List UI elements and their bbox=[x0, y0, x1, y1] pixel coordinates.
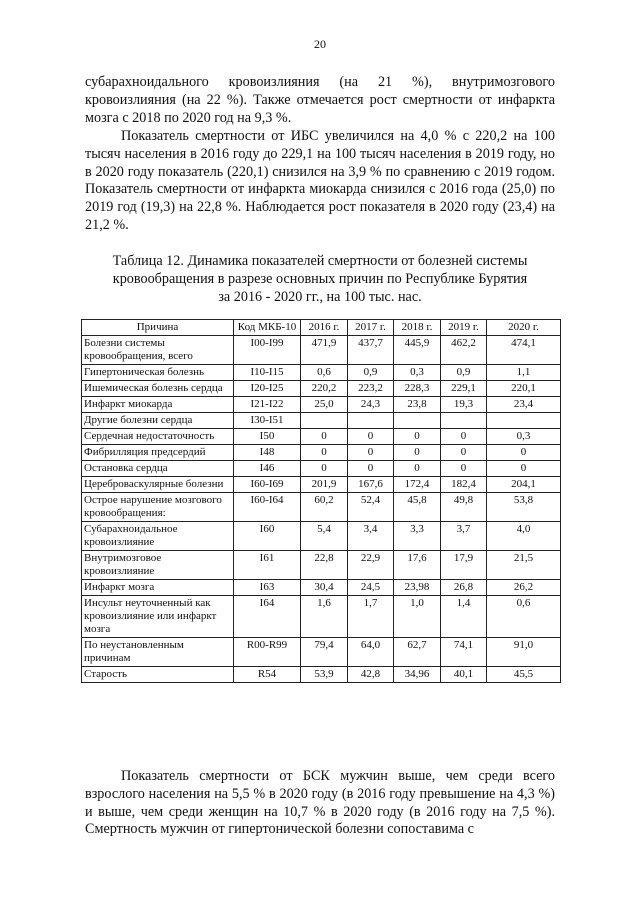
cell-2020: 53,8 bbox=[487, 493, 561, 522]
table-row bbox=[82, 493, 561, 522]
table-header-row bbox=[82, 320, 561, 336]
cell-2020: 0,6 bbox=[487, 596, 561, 638]
cell-icd-code: I21-I22 bbox=[234, 397, 301, 413]
cell-cause: Инсульт неуточненный как кровоизлияние или инфаркт мозга bbox=[82, 596, 234, 638]
cell-icd-code: R54 bbox=[234, 667, 301, 683]
cell-icd-code: I00-I99 bbox=[234, 336, 301, 365]
header-icd-code: Код МКБ-10 bbox=[234, 320, 301, 336]
cell-2017: 0,9 bbox=[348, 365, 394, 381]
cell-cause: Сердечная недостаточность bbox=[82, 429, 234, 445]
cell-2017: 52,4 bbox=[348, 493, 394, 522]
cell-cause: Субарахноидальное кровоизлияние bbox=[82, 522, 234, 551]
cell-2018: 23,98 bbox=[394, 580, 441, 596]
cell-2020: 26,2 bbox=[487, 580, 561, 596]
cell-cause: Инфаркт миокарда bbox=[82, 397, 234, 413]
paragraph-3: Показатель смертности от БСК мужчин выше, чем среди всего взрослого населения на 5,5 % в 2020 году (в 2016 году превышение на 4,3 %) и выше, чем среди женщин на 10,7 % в 2020 году (в 2016 году на 7,5 %). Смертность мужчин от гипертонической болезни сопоставима с bbox=[85, 768, 555, 838]
cell-cause: Другие болезни сердца bbox=[82, 413, 234, 429]
cell-2017: 437,7 bbox=[348, 336, 394, 365]
cell-2017: 24,5 bbox=[348, 580, 394, 596]
cell-2017: 24,3 bbox=[348, 397, 394, 413]
cell-2016: 22,8 bbox=[301, 551, 348, 580]
cell-2016: 79,4 bbox=[301, 638, 348, 667]
cell-2019: 0,9 bbox=[441, 365, 487, 381]
table-body bbox=[82, 336, 561, 683]
table-row bbox=[82, 381, 561, 397]
cell-2020: 23,4 bbox=[487, 397, 561, 413]
header-cause: Причина bbox=[82, 320, 234, 336]
table-row bbox=[82, 596, 561, 638]
cell-2019: 0 bbox=[441, 461, 487, 477]
cell-cause: Внутримозговое кровоизлияние bbox=[82, 551, 234, 580]
table-row bbox=[82, 429, 561, 445]
cell-cause: Остановка сердца bbox=[82, 461, 234, 477]
table-row bbox=[82, 667, 561, 683]
cell-2017: 0 bbox=[348, 461, 394, 477]
paragraph-2: Показатель смертности от ИБС увеличился на 4,0 % с 220,2 на 100 тысяч населения в 2016 году до 229,1 на 100 тысяч населения в 2019 году, но в 2020 году показатель (220,1) снизился на 3,9 % по сравнению с 2019 годом. Показатель смертности от инфаркта миокарда снизился с 2016 года (25,0) по 2019 год (19,3) на 22,8 %. Наблюдается рост показателя в 2020 году (23,4) на 21,2 %. bbox=[85, 128, 555, 233]
cell-icd-code: I46 bbox=[234, 461, 301, 477]
cell-icd-code: I20-I25 bbox=[234, 381, 301, 397]
cell-cause: Старость bbox=[82, 667, 234, 683]
cell-2019: 26,8 bbox=[441, 580, 487, 596]
cell-cause: По неустановленным причинам bbox=[82, 638, 234, 667]
mortality-table bbox=[81, 319, 561, 683]
cell-2017: 22,9 bbox=[348, 551, 394, 580]
table-row bbox=[82, 397, 561, 413]
cell-icd-code: I64 bbox=[234, 596, 301, 638]
cell-2019: 0 bbox=[441, 445, 487, 461]
cell-2019: 40,1 bbox=[441, 667, 487, 683]
cell-2019: 182,4 bbox=[441, 477, 487, 493]
cell-2020: 474,1 bbox=[487, 336, 561, 365]
cell-2020: 4,0 bbox=[487, 522, 561, 551]
table-row bbox=[82, 580, 561, 596]
cell-2018: 34,96 bbox=[394, 667, 441, 683]
table-row bbox=[82, 638, 561, 667]
cell-2020: 45,5 bbox=[487, 667, 561, 683]
cell-2016: 471,9 bbox=[301, 336, 348, 365]
cell-icd-code: I60-I69 bbox=[234, 477, 301, 493]
cell-2017 bbox=[348, 413, 394, 429]
cell-2018: 23,8 bbox=[394, 397, 441, 413]
cell-2017: 0 bbox=[348, 429, 394, 445]
cell-2020: 91,0 bbox=[487, 638, 561, 667]
cell-icd-code: I10-I15 bbox=[234, 365, 301, 381]
header-2019: 2019 г. bbox=[441, 320, 487, 336]
cell-cause: Инфаркт мозга bbox=[82, 580, 234, 596]
cell-2017: 1,7 bbox=[348, 596, 394, 638]
table-title-line-2: кровообращения в разрезе основных причин по Республике Бурятия bbox=[112, 270, 528, 287]
cell-2019: 49,8 bbox=[441, 493, 487, 522]
table-row bbox=[82, 336, 561, 365]
paragraph-1: субарахноидального кровоизлияния (на 21 %), внутримозгового кровоизлияния (на 22 %). Также отмечается рост смертности от инфаркта мозга с 2018 по 2020 год на 9,3 %. bbox=[85, 74, 555, 126]
cell-2019: 17,9 bbox=[441, 551, 487, 580]
cell-2016: 1,6 bbox=[301, 596, 348, 638]
cell-2019: 0 bbox=[441, 429, 487, 445]
cell-2018: 62,7 bbox=[394, 638, 441, 667]
cell-2018: 0,3 bbox=[394, 365, 441, 381]
cell-2019: 1,4 bbox=[441, 596, 487, 638]
cell-2016: 25,0 bbox=[301, 397, 348, 413]
cell-2019: 462,2 bbox=[441, 336, 487, 365]
cell-2017: 42,8 bbox=[348, 667, 394, 683]
cell-2016: 0 bbox=[301, 429, 348, 445]
cell-cause: Ишемическая болезнь сердца bbox=[82, 381, 234, 397]
cell-icd-code: I63 bbox=[234, 580, 301, 596]
cell-2016 bbox=[301, 413, 348, 429]
cell-icd-code: I61 bbox=[234, 551, 301, 580]
table-row bbox=[82, 413, 561, 429]
cell-icd-code: I50 bbox=[234, 429, 301, 445]
table-title-line-1: Таблица 12. Динамика показателей смертности от болезней системы bbox=[112, 253, 528, 269]
cell-icd-code: I30-I51 bbox=[234, 413, 301, 429]
cell-cause: Цереброваскулярные болезни bbox=[82, 477, 234, 493]
table-row bbox=[82, 445, 561, 461]
page-number: 20 bbox=[314, 37, 326, 51]
table-row bbox=[82, 522, 561, 551]
cell-2018: 0 bbox=[394, 461, 441, 477]
table-title bbox=[85, 253, 555, 306]
cell-2020: 204,1 bbox=[487, 477, 561, 493]
cell-2017: 0 bbox=[348, 445, 394, 461]
cell-2017: 64,0 bbox=[348, 638, 394, 667]
cell-2016: 0,6 bbox=[301, 365, 348, 381]
cell-icd-code: I60-I64 bbox=[234, 493, 301, 522]
table-row bbox=[82, 461, 561, 477]
cell-2020: 1,1 bbox=[487, 365, 561, 381]
cell-cause: Острое нарушение мозгового кровообращения: bbox=[82, 493, 234, 522]
cell-2018 bbox=[394, 413, 441, 429]
cell-2020: 220,1 bbox=[487, 381, 561, 397]
cell-2019 bbox=[441, 413, 487, 429]
cell-icd-code: I48 bbox=[234, 445, 301, 461]
cell-2016: 0 bbox=[301, 461, 348, 477]
table-title-line-3: за 2016 - 2020 гг., на 100 тыс. нас. bbox=[218, 288, 422, 305]
cell-2018: 1,0 bbox=[394, 596, 441, 638]
cell-2018: 45,8 bbox=[394, 493, 441, 522]
cell-2018: 0 bbox=[394, 429, 441, 445]
cell-2019: 74,1 bbox=[441, 638, 487, 667]
table-row bbox=[82, 551, 561, 580]
header-2020: 2020 г. bbox=[487, 320, 561, 336]
cell-2020: 0 bbox=[487, 461, 561, 477]
cell-2016: 60,2 bbox=[301, 493, 348, 522]
cell-2016: 0 bbox=[301, 445, 348, 461]
cell-2020: 0,3 bbox=[487, 429, 561, 445]
cell-2017: 167,6 bbox=[348, 477, 394, 493]
cell-2018: 17,6 bbox=[394, 551, 441, 580]
table-row bbox=[82, 365, 561, 381]
header-2018: 2018 г. bbox=[394, 320, 441, 336]
cell-2017: 223,2 bbox=[348, 381, 394, 397]
header-2017: 2017 г. bbox=[348, 320, 394, 336]
cell-icd-code: R00-R99 bbox=[234, 638, 301, 667]
cell-2019: 3,7 bbox=[441, 522, 487, 551]
cell-cause: Болезни системы кровообращения, всего bbox=[82, 336, 234, 365]
cell-2016: 5,4 bbox=[301, 522, 348, 551]
cell-2019: 229,1 bbox=[441, 381, 487, 397]
cell-2018: 3,3 bbox=[394, 522, 441, 551]
cell-2020 bbox=[487, 413, 561, 429]
cell-2018: 0 bbox=[394, 445, 441, 461]
cell-2017: 3,4 bbox=[348, 522, 394, 551]
cell-2016: 201,9 bbox=[301, 477, 348, 493]
cell-2020: 21,5 bbox=[487, 551, 561, 580]
cell-2016: 220,2 bbox=[301, 381, 348, 397]
cell-2016: 53,9 bbox=[301, 667, 348, 683]
table-row bbox=[82, 477, 561, 493]
cell-2019: 19,3 bbox=[441, 397, 487, 413]
cell-cause: Фибрилляция предсердий bbox=[82, 445, 234, 461]
cell-2018: 172,4 bbox=[394, 477, 441, 493]
header-2016: 2016 г. bbox=[301, 320, 348, 336]
cell-2016: 30,4 bbox=[301, 580, 348, 596]
cell-2018: 445,9 bbox=[394, 336, 441, 365]
cell-2020: 0 bbox=[487, 445, 561, 461]
cell-cause: Гипертоническая болезнь bbox=[82, 365, 234, 381]
cell-icd-code: I60 bbox=[234, 522, 301, 551]
cell-2018: 228,3 bbox=[394, 381, 441, 397]
